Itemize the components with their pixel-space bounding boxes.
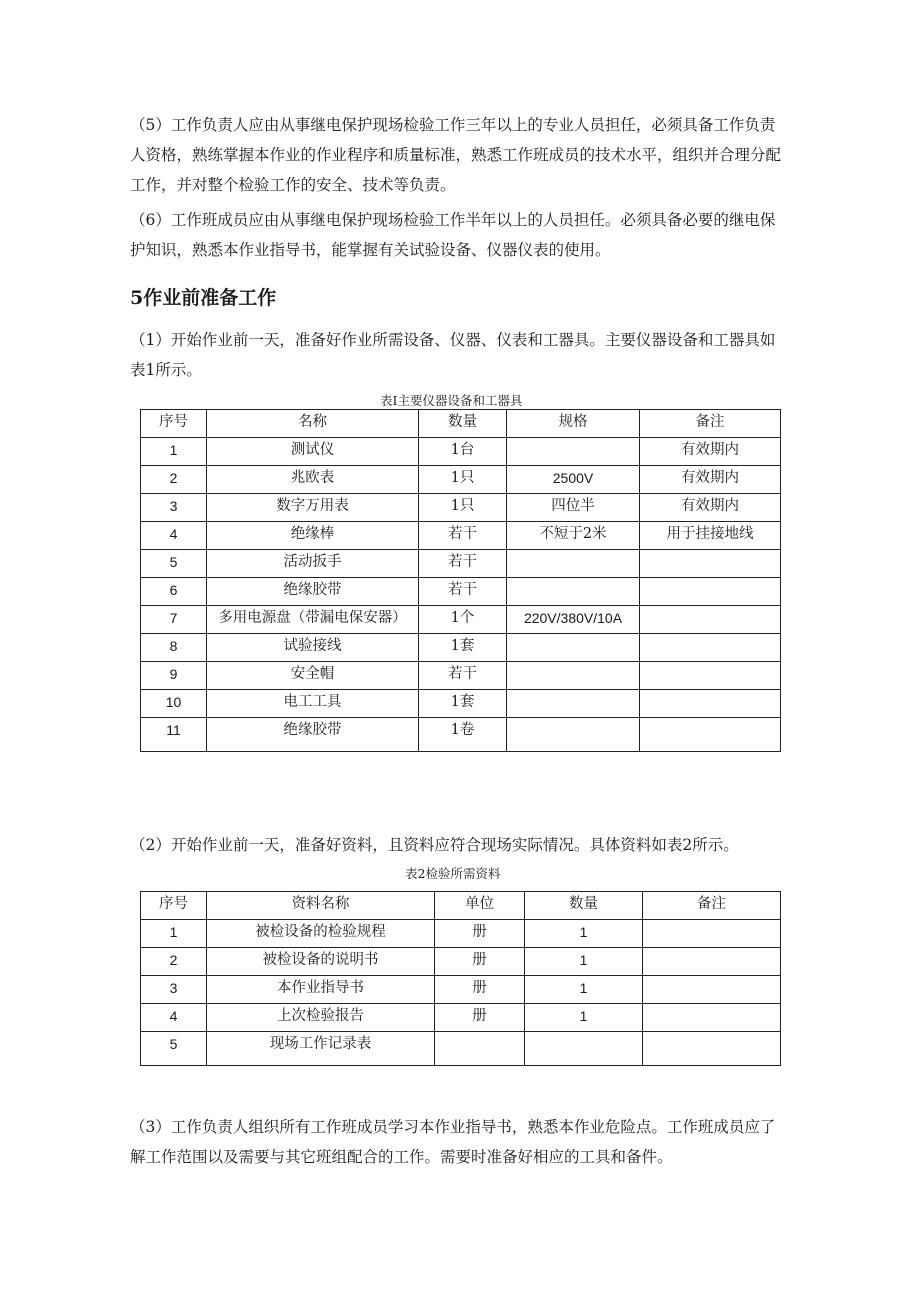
table-cell: 6 — [141, 578, 207, 606]
table-cell — [640, 606, 781, 634]
table-cell — [643, 1032, 781, 1066]
table-cell: 四位半 — [507, 494, 640, 522]
table-row — [141, 662, 781, 690]
column-header: 序号 — [141, 892, 207, 920]
table-cell — [640, 718, 781, 752]
table-cell: 5 — [141, 550, 207, 578]
table-cell — [643, 920, 781, 948]
section-heading: 5作业前准备工作 — [130, 287, 277, 309]
table-header-row — [141, 892, 781, 920]
table-cell: 1套 — [419, 634, 507, 662]
table-cell: 2 — [141, 466, 207, 494]
column-header: 名称 — [207, 410, 419, 438]
table-cell: 1 — [525, 948, 643, 976]
paragraph-text: （6）工作班成员应由从事继电保护现场检验工作半年以上的人员担任。必须具备必要的继电保护知识，熟悉本作业指导书，能掌握有关试验设备、仪器仪表的使用。 — [130, 211, 776, 259]
table-cell: 若干 — [419, 522, 507, 550]
table-cell: 有效期内 — [640, 466, 781, 494]
table-cell: 4 — [141, 522, 207, 550]
table-cell: 多用电源盘（带漏电保安器） — [207, 606, 419, 634]
table-row — [141, 1032, 781, 1066]
table-cell — [507, 578, 640, 606]
table-cell: 11 — [141, 718, 207, 752]
table-cell: 册 — [435, 976, 525, 1004]
table-cell: 1卷 — [419, 718, 507, 752]
column-header: 数量 — [419, 410, 507, 438]
table-cell — [507, 662, 640, 690]
table-row — [141, 1004, 781, 1032]
column-header: 资料名称 — [207, 892, 435, 920]
table-cell: 1 — [141, 438, 207, 466]
table-row — [141, 466, 781, 494]
table-cell: 绝缘胶带 — [207, 718, 419, 752]
column-header: 备注 — [640, 410, 781, 438]
table-cell: 被检设备的说明书 — [207, 948, 435, 976]
table-row — [141, 920, 781, 948]
table-cell: 测试仪 — [207, 438, 419, 466]
table1-caption: 表I主要仪器设备和工器具 — [380, 393, 523, 408]
table-cell: 10 — [141, 690, 207, 718]
table-cell: 7 — [141, 606, 207, 634]
table-row — [141, 494, 781, 522]
table-cell: 安全帽 — [207, 662, 419, 690]
table-row — [141, 948, 781, 976]
table-cell: 册 — [435, 920, 525, 948]
equipment-table — [140, 409, 781, 752]
table-cell: 1台 — [419, 438, 507, 466]
table-cell: 2 — [141, 948, 207, 976]
table-cell: 9 — [141, 662, 207, 690]
table-cell: 1 — [525, 976, 643, 1004]
table-cell: 试验接线 — [207, 634, 419, 662]
table-row — [141, 718, 781, 752]
table-row — [141, 578, 781, 606]
table-row — [141, 690, 781, 718]
table-header-row — [141, 410, 781, 438]
table-row — [141, 634, 781, 662]
table-cell: 1个 — [419, 606, 507, 634]
column-header: 数量 — [525, 892, 643, 920]
table-cell: 活动扳手 — [207, 550, 419, 578]
table-cell — [640, 690, 781, 718]
table-cell: 兆欧表 — [207, 466, 419, 494]
paragraph-item-5 — [130, 110, 790, 200]
table-row — [141, 976, 781, 1004]
table-cell — [507, 634, 640, 662]
table-cell: 若干 — [419, 578, 507, 606]
table-cell: 若干 — [419, 662, 507, 690]
table-cell: 绝缘棒 — [207, 522, 419, 550]
table-cell — [640, 578, 781, 606]
table-cell: 册 — [435, 1004, 525, 1032]
paragraph-text: （3）工作负责人组织所有工作班成员学习本作业指导书，熟悉本作业危险点。工作班成员应了解工作范围以及需要与其它班组配合的工作。需要时准备好相应的工具和备件。 — [130, 1118, 776, 1166]
table-cell — [507, 718, 640, 752]
table-cell — [507, 550, 640, 578]
table-cell: 被检设备的检验规程 — [207, 920, 435, 948]
table-cell: 3 — [141, 976, 207, 1004]
column-header: 备注 — [643, 892, 781, 920]
column-header: 单位 — [435, 892, 525, 920]
table-cell: 220V/380V/10A — [507, 606, 640, 634]
table-row — [141, 550, 781, 578]
table-cell — [643, 976, 781, 1004]
table-cell: 1套 — [419, 690, 507, 718]
table-cell: 2500V — [507, 466, 640, 494]
column-header: 序号 — [141, 410, 207, 438]
table-cell: 册 — [435, 948, 525, 976]
table-cell: 4 — [141, 1004, 207, 1032]
table-cell — [643, 948, 781, 976]
table-cell: 1 — [525, 920, 643, 948]
paragraph-prep-1 — [130, 325, 790, 385]
table-cell: 有效期内 — [640, 494, 781, 522]
paragraph-text: （5）工作负责人应由从事继电保护现场检验工作三年以上的专业人员担任，必须具备工作负责人资格，熟练掌握本作业的作业程序和质量标准，熟悉工作班成员的技术水平，组织并合理分配工作，并对整个检验工作的安全、技术等负责。 — [130, 116, 782, 194]
paragraph-text: （1）开始作业前一天，准备好作业所需设备、仪器、仪表和工器具。主要仪器设备和工器具如表1所示。 — [130, 331, 776, 379]
table-cell: 若干 — [419, 550, 507, 578]
table-cell: 有效期内 — [640, 438, 781, 466]
table-cell — [525, 1032, 643, 1066]
table-cell: 3 — [141, 494, 207, 522]
table-cell — [507, 690, 640, 718]
table-cell: 用于挂接地线 — [640, 522, 781, 550]
paragraph-prep-2 — [130, 830, 790, 860]
table-cell — [640, 662, 781, 690]
documents-table — [140, 891, 781, 1066]
column-header: 规格 — [507, 410, 640, 438]
paragraph-prep-3 — [130, 1112, 790, 1172]
table-cell: 1只 — [419, 494, 507, 522]
table-cell — [640, 550, 781, 578]
table-cell — [507, 438, 640, 466]
table-cell: 1只 — [419, 466, 507, 494]
table-row — [141, 522, 781, 550]
table2-caption: 表2检验所需资料 — [405, 866, 501, 881]
paragraph-text: （2）开始作业前一天，准备好资料，且资料应符合现场实际情况。具体资料如表2所示。 — [130, 836, 739, 854]
table-cell: 数字万用表 — [207, 494, 419, 522]
table-cell: 8 — [141, 634, 207, 662]
table-cell — [640, 634, 781, 662]
table-cell: 本作业指导书 — [207, 976, 435, 1004]
table-cell: 1 — [141, 920, 207, 948]
table-cell: 现场工作记录表 — [207, 1032, 435, 1066]
table-cell: 上次检验报告 — [207, 1004, 435, 1032]
table-cell: 绝缘胶带 — [207, 578, 419, 606]
table-row — [141, 438, 781, 466]
table-cell: 5 — [141, 1032, 207, 1066]
table-cell — [643, 1004, 781, 1032]
table-cell: 电工工具 — [207, 690, 419, 718]
table-cell: 不短于2米 — [507, 522, 640, 550]
paragraph-item-6 — [130, 205, 790, 265]
table-cell: 1 — [525, 1004, 643, 1032]
table-cell — [435, 1032, 525, 1066]
table-row — [141, 606, 781, 634]
